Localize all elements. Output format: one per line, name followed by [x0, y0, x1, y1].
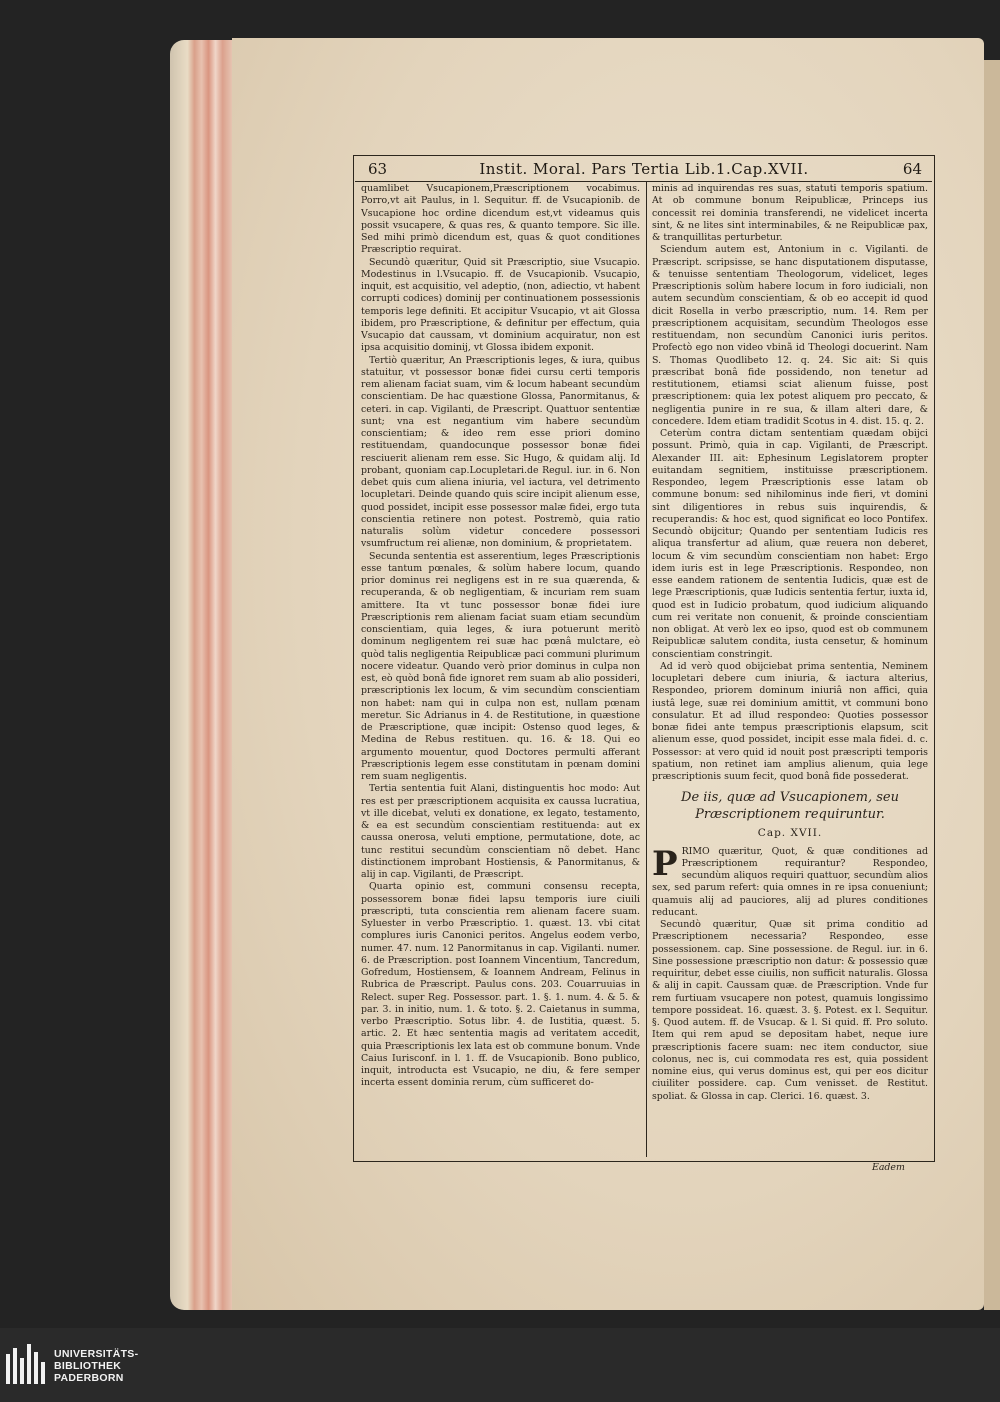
paragraph: [652, 843, 928, 920]
paragraph: minis ad inquirendas res suas, statuti temporis spatium. At ob commune bonum Reipublicæ, Princeps ius concessit rei dominia transferendi, ne videlicet incerta sint, & ne lites sint interminabiles, & ne Reipublicæ pax, & tranquillitas perturbetur.: [652, 183, 928, 243]
page-number-left: 63: [368, 160, 388, 178]
paragraph: Tertiò quæritur, An Præscriptionis leges, & iura, quibus statuitur, vt possessor bonæ fidei cursu certi temporis rem alienam faciat suam, vim & locum habeant secundùm conscientiam. De hac quæstione Glossa, Panormitanus, & ceteri. in cap. Vigilanti, de Præscript. Quattuor sententiæ sunt; vna est negantium vim habere secundùm conscientiam; & ideo rem esse priori domino restituendam, quandocunque possessor bonæ fidei resciuerit alienam rem esse. Sic Hugo, & quidam alij. Id probant, quoniam cap.Locupletari.de Regul. iur. in 6. Non debet quis cum aliena iniuria, vel iactura, vel detrimento locupletari. Deinde quando quis scire incipit alienum esse, quod possidet, incipit esse possessor malæ fidei, ergo tuta conscientia retinere non potest. Postremò, quia ratio naturalis solùm videtur concedere possessori vsumfructum rei alienæ, non dominium, & proprietatem.: [361, 354, 640, 550]
right-column: [652, 183, 928, 1155]
paragraph: Secundò quæritur, Quid sit Præscriptio, siue Vsucapio. Modestinus in l.Vsucapio. ff. de Vsucapionib. Vsucapio, inquit, est acquisitio, vel adeptio, (non, adiectio, vt habent corrupti codices) dominij per continuationem possessionis temporis lege definiti. Et accipitur Vsucapio, vt ait Glossa ibidem, pro Præscriptione, & definitur per effectum, quia Vsucapio dat caussam, vt dominium acquiratur, non est ipsa acquisitio dominij, vt Glossa ibidem exponit.: [361, 256, 640, 354]
paragraph: Secundò quæritur, Quæ sit prima conditio ad Præscriptionem necessaria? Respondeo, esse possessionem. cap. Sine possessione. de Regul. iur. in 6. Sine possessione præscriptio non datur: & possessio quæ requiritur, debet esse ciuilis, non sufficit naturalis. Glossa & alij in capit. Caussam quæ. de Præscription. Vnde fur rem furtiuam vsucapere non potest, quamuis longissimo tempore possideat. 16. quæst. 3. §. Potest. ex l. Sequitur. §. Quod autem. ff. de Vsucap. & l. Si quid. ff. Pro soluto. Item qui rem apud se depositam habet, neque iure præscriptionis facere suam: nec item conductor, siue colonus, nec is, cui commodata res est, quia possident nomine eius, qui verus dominus est, qui per eos dicitur ciuiliter possidere. cap. Cum venisset. de Restitut. spoliat. & Glossa in cap. Clerici. 16. quæst. 3.: [652, 919, 928, 1102]
paragraph: Sciendum autem est, Antonium in c. Vigilanti. de Præscript. scripsisse, se hanc disputationem disputasse, & tenuisse sententiam Theologorum, videlicet, leges Præscriptionis solùm habere locum in foro iudiciali, non autem secundùm conscientiam, & ob eo accepit id quod dicit Rosella in verbo præscriptio, num. 14. Rem per præscriptionem acquisitam, secundùm Theologos esse restituendam, non secundùm Canonici iuris peritos. Profectò ego non video vbinã id Theologi docuerint. Nam S. Thomas Quodlibeto 12. q. 24. Sic ait: Si quis præscribat bonâ fide possidendo, non tenetur ad restitutionem, etiamsi sciat alienum fuisse, post præscriptionem: quia lex potest aliquem pro peccato, & negligentia punire in re sua, & illam alteri dare, & concedere. Idem etiam tradidit Scotus in 4. dist. 15. q. 2.: [652, 244, 928, 427]
footer-bar: [0, 1328, 1000, 1402]
chapter-heading: De iis, quæ ad Vsucapionem, seu Præscriptionem requiruntur.: [681, 790, 899, 823]
library-logo-icon: [6, 1344, 46, 1386]
logo-line: PADERBORN: [54, 1372, 124, 1384]
running-title: Instit. Moral. Pars Tertia Lib.1.Cap.XVII.: [479, 160, 809, 178]
catchword: Eadem: [872, 1162, 905, 1173]
column-divider: [646, 182, 647, 1157]
left-column: [361, 183, 640, 1155]
chapter-number: Cap. XVII.: [757, 827, 823, 840]
paragraph: Quarta opinio est, communi consensu recepta, possessorem bonæ fidei lapsu temporis iure ciuili præscripti, tuta conscientia rem alienam facere suam. Syluester in verbo Præscriptio. 1. quæst. 13. vbi citat complures iuris Canonici peritos. Angelus eodem verbo, numer. 47. num. 12 Panormitanus in cap. Vigilanti. numer. 6. de Præscription. post Ioannem Vincentium, Tancredum, Gofredum, Hostiensem, & Ioannem Andream, Felinus in Rubrica de Præscript. Paulus cons. 203. Couarruuias in Relect. super Reg. Possessor. part. 1. §. 1. num. 4. & 5. & par. 3. in initio, num. 1. & toto. §. 2. Caietanus in summa, verbo Præscriptio. Sotus libr. 4. de Iustitia, quæst. 5. artic. 2. Et hæc sententia magis ad veritatem accedit, quia Præscriptionis lex lata est ob commune bonum. Vnde Caius Iurisconf. in l. 1. ff. de Vsucapionib. Bono publico, inquit, introducta est Vsucapio, ne diu, & fere semper incerta essent dominia rerum, cùm sufficeret do-: [361, 881, 640, 1089]
library-logo-text: [54, 1348, 138, 1384]
paragraph: Ceterùm contra dictam sententiam quædam obijci possunt. Primò, quia in cap. Vigilanti, de Præscript. Alexander III. ait: Ephesinum Legislatorem propter euitandam segnitiem, instituisse præscriptionem. Respondeo, legem Præscriptionis esse latam ob commune bonum: sed nihilominus inde fieri, vt domini sint diligentiores in rebus suis inquirendis, & recuperandis: & hoc est, quod significat eo loco Pontifex. Secundò obijcitur; Quando per sententiam Iudicis res aliqua transfertur ad alium, quæ reuera non deberet, locum & vim secundùm conscientiam non habet: Ergo idem iuris est in lege Præscriptionis. Respondeo, non esse eandem rationem de sententia Iudicis, quæ est de lege Præscriptionis, quæ Iudicis sententia fertur, iuxta id, quod est in Iudicio probatum, quod iudicium aliquando cum rei veritate non conuenit, & proinde conscientiam non obligat. At verò lex eo ipso, quod est ob communem Reipublicæ salutem condita, iusta censetur, & hominum conscientiam constringit.: [652, 428, 928, 660]
paragraph-text: RIMO quæritur, Quot, & quæ conditiones ad Præscriptionem requirantur? Respondeo, secundùm aliquos requiri quattuor, secundùm alios sex, sed parum refert: quia omnes in re ipsa conueniunt; quamuis alij ad pauciores, alij ad plures conditiones reducant.: [652, 845, 928, 918]
logo-line: UNIVERSITÄTS-: [54, 1348, 139, 1360]
paragraph: Ad id verò quod obijciebat prima sententia, Neminem locupletari debere cum iniuria, & iactura alterius, Respondeo, priorem dominum iniuriâ non affici, quia iustâ lege, suæ rei dominium amittit, vt communi bono consulatur. Et ad illud respondeo: Quoties possessor bonæ fidei ante tempus præscriptionis elapsum, scit alienum esse, quod possidet, incipit esse mala fidei. d. c. Possessor: at vero quid id nouit post præscripti temporis spatium, non retinet iam amplius alienum, quia lege præscriptionis suum fecit, quod bonâ fide possederat.: [652, 660, 928, 782]
paragraph: Secunda sententia est asserentium, leges Præscriptionis esse tantum pœnales, & solùm habere locum, quando prior dominus rei negligens est in re sua quærenda, & recuperanda, & ob negligentiam, & incuriam rem suam amittere. Ita vt tunc possessor bonæ fidei iure Præscriptionis rem alienam faciat suam etiam secundùm conscientiam, quia leges, & iura potuerunt meritò dominum negligentem rei suæ hac pœnâ mulctare, eò quòd talis negligentia Reipublicæ paci communi plurimum nocere videatur. Quando verò prior dominus in culpa non est, eò quòd bonâ fide ignoret rem suam ab alio possideri, præscriptionis lex locum, & vim secundùm conscientiam non habet: nam qui in culpa non est, nullam pœnam meretur. Sic Adrianus in 4. de Restitutione, in quæstione de Præscriptione, quæ incipit: Ostenso quod leges, & Medina de Rebus restituen. qu. 16. & 18. Qui eo argumento mouentur, quod Doctores permulti afferant Præscriptionis legem esse constitutam in pœnam domini rem suam negligentis.: [361, 550, 640, 782]
next-page-edge: [984, 60, 1000, 1310]
page-header: [360, 160, 928, 180]
drop-cap: P: [652, 843, 678, 884]
page-number-right: 64: [902, 160, 922, 178]
logo-line: BIBLIOTHEK: [54, 1360, 122, 1372]
paragraph: quamlibet Vsucapionem,Præscriptionem vocabimus. Porro,vt ait Paulus, in l. Sequitur. ff. de Vsucapionib. de Vsucapione hoc ordine dicendum est,vt videamus quis possit vsucapere, & quas res, & quanto tempore. Sic ille. Sed mihi primò dicendum est, quas & quot conditiones Præscriptio requirat.: [361, 183, 640, 256]
paragraph: Tertia sententia fuit Alani, distinguentis hoc modo: Aut res est per præscriptionem acquisita ex caussa lucratiua, vt ille dicebat, veluti ex donatione, ex legato, testamento, & ea est secundùm conscientiam restituenda: aut ex caussa onerosa, veluti emptione, permutatione, dote, ac tunc restitui secundùm conscientiam nõ debet. Hanc distinctionem improbant Hostiensis, & Panormitanus, & alij in cap. Vigilanti, de Præscript.: [361, 783, 640, 880]
header-rule: [355, 181, 932, 182]
book-page-edges: [170, 40, 240, 1310]
